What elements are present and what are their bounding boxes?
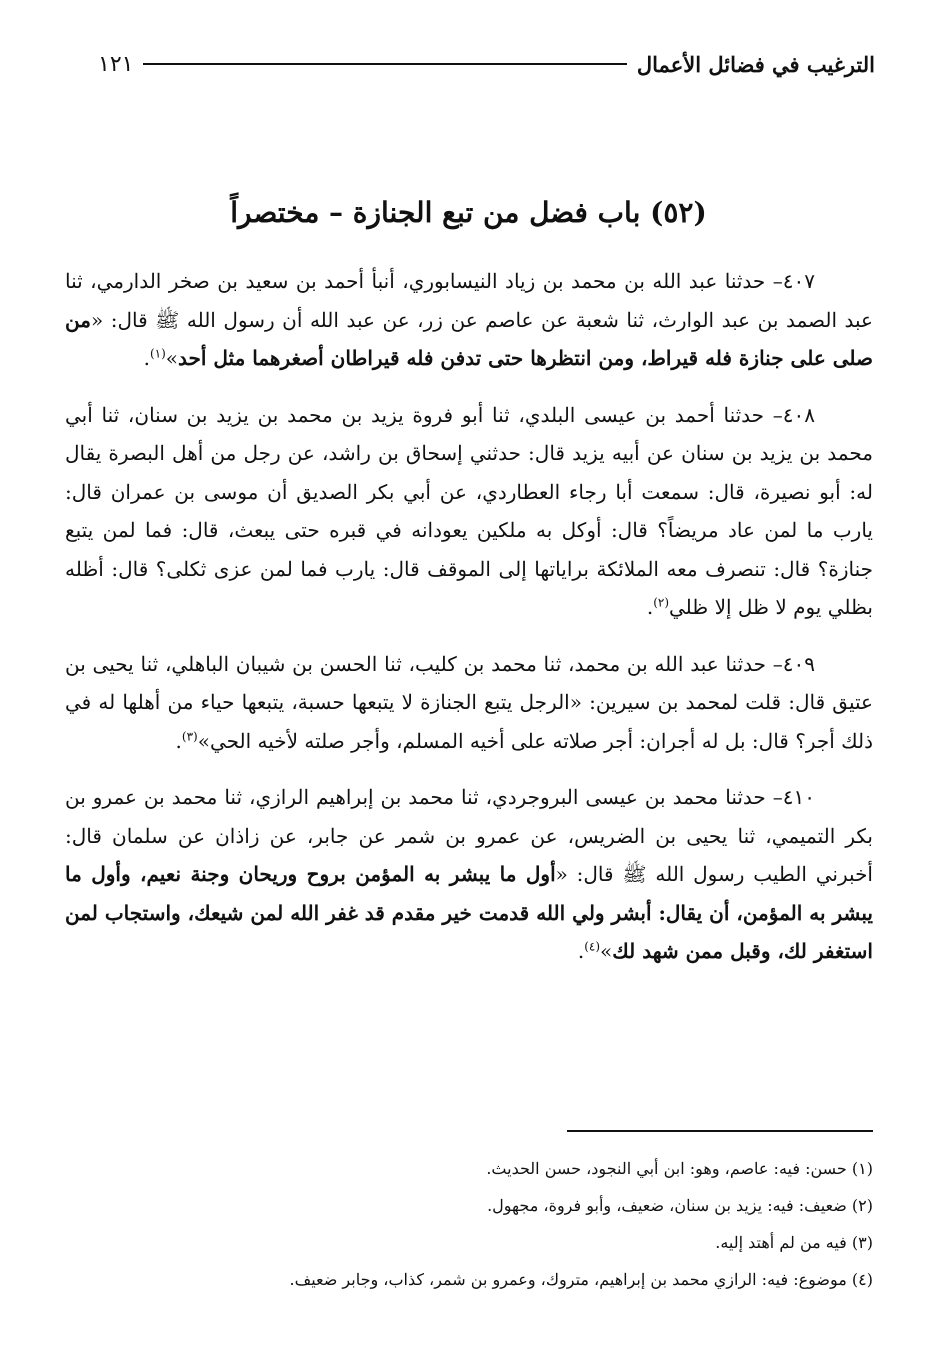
hadith-end: . <box>143 346 150 370</box>
hadith-text: حدثنا عبد الله بن محمد بن زياد النيسابوري، أنبأ أحمد بن سعيد بن صخر الدارمي، ثنا عبد الصمد بن عبد الوارث، ثنا شعبة عن عاصم عن زر، عن عبد الله أن رسول الله ﷺ قال: « <box>65 269 873 332</box>
page-number: ١٢١ <box>98 51 134 77</box>
hadith-end: . <box>175 728 182 753</box>
hadith-matn: أول ما يبشر به المؤمن بروح وريحان وجنة نعيم، وأول ما يبشر به المؤمن، أن يقال: أبشر ولي الله قدمت خير مقدم قد غفر الله لمن شيعك، واستجاب لمن استغفر لك، وقبل ممن شهد لك <box>65 862 873 963</box>
hadith-number: ٤٠٨– <box>772 402 815 427</box>
footnote-ref: (٢) <box>653 595 670 610</box>
book-title: الترغيب في فضائل الأعمال <box>636 51 875 77</box>
hadith-end: . <box>577 939 585 963</box>
footnote-3: (٣) فيه من لم أهتد إليه. <box>715 1233 873 1252</box>
page-body <box>65 262 873 989</box>
footnote-4: (٤) موضوع: فيه: الرازي محمد بن إبراهيم، متروك، وعمرو بن شمر، كذاب، وجابر ضعيف. <box>289 1270 873 1289</box>
hadith-text: حدثنا محمد بن عيسى البروجردي، ثنا محمد بن إبراهيم الرازي، ثنا محمد بن عمرو بن بكر التميمي، ثنا يحيى بن الضريس، عن عمرو بن شمر عن جابر، عن زاذان عن سلمان قال: أخبرني الطيب رسول الله ﷺ قال: « <box>65 785 873 886</box>
chapter-title: (٥٢) باب فضل من تبع الجنازة – مختصراً <box>230 196 707 229</box>
hadith-text: حدثنا عبد الله بن محمد، ثنا محمد بن كليب، ثنا الحسن بن شيبان الباهلي، ثنا يحيى بن عتيق قال: قلت لمحمد بن سيرين: «الرجل يتبع الجنازة لا يتبعها حسبة، يتبعها حياء من أهلها له في ذلك أجر؟ قال: بل له أجران: أجر صلاته على أخيه المسلم، وأجر صلته لأخيه الحي» <box>65 651 873 753</box>
hadith-number: ٤٠٧– <box>772 269 815 293</box>
hadith-409 <box>65 645 873 761</box>
footnotes <box>65 1150 873 1298</box>
hadith-close-quote: » <box>165 346 179 370</box>
hadith-matn: من صلى على جنازة فله قيراط، ومن انتظرها حتى تدفن فله قيراطان أصغرهما مثل أحد <box>65 307 873 370</box>
footnote-1: (١) حسن: فيه: عاصم، وهو: ابن أبي النجود، حسن الحديث. <box>486 1159 873 1178</box>
footnote-2: (٢) ضعيف: فيه: يزيد بن سنان، ضعيف، وأبو فروة، مجهول. <box>487 1196 873 1215</box>
footnote-divider <box>567 1130 873 1132</box>
hadith-close-quote: » <box>600 939 613 963</box>
hadith-number: ٤٠٩– <box>772 651 815 676</box>
footnote-ref: (١) <box>149 346 166 361</box>
footnote-ref: (٤) <box>584 939 601 954</box>
footnote-ref: (٣) <box>181 728 198 743</box>
hadith-number: ٤١٠– <box>772 785 815 809</box>
hadith-text: حدثنا أحمد بن عيسى البلدي، ثنا أبو فروة يزيد بن محمد بن يزيد بن سنان، ثنا أبي محمد بن يزيد بن سنان عن أبيه يزيد قال: حدثني إسحاق بن راشد، عن رجل من أهل البصرة يقال له: أبو نصيرة، قال: سمعت أبا رجاء العطاردي، عن أبي بكر الصديق أن موسى بن عمران قال: يارب ما لمن عاد مريضاً؟ قال: أوكل به ملكين يعودانه في قبره حتى يبعث، قال: فما لمن يتبع جنازة؟ قال: تنصرف معه الملائكة براياتها إلى الموقف قال: يارب فما لمن عزى ثكلى؟ قال: أظله بظلي يوم لا ظل إلا ظلي <box>65 402 873 619</box>
running-header <box>98 44 875 84</box>
header-rule <box>143 63 626 65</box>
hadith-410 <box>65 778 873 971</box>
hadith-407 <box>65 262 873 378</box>
hadith-end: . <box>646 595 654 619</box>
hadith-408 <box>65 396 873 627</box>
